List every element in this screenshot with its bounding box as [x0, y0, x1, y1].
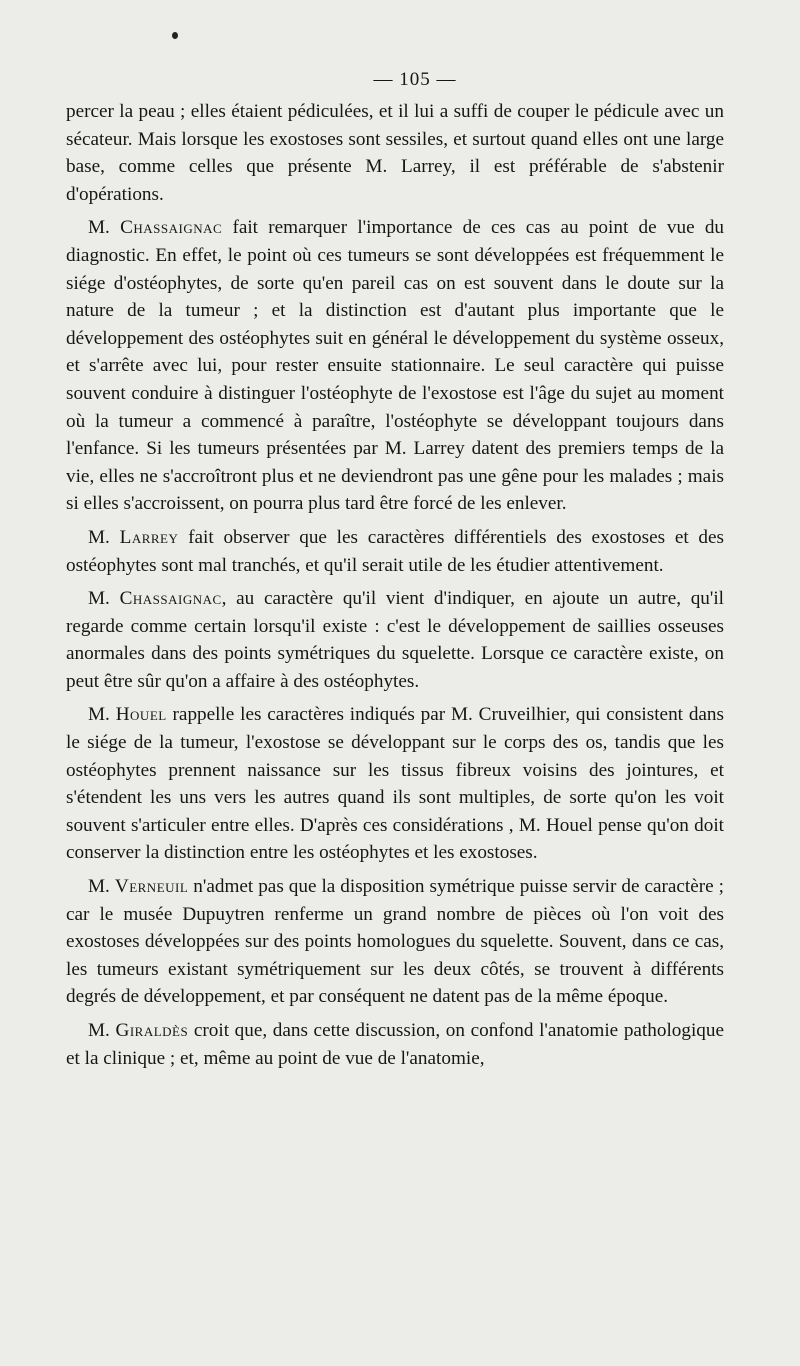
speaker-name: Larrey — [119, 526, 179, 548]
paragraph-text: percer la peau ; elles étaient pédiculées, et il lui a suffi de couper le pédicule avec un sécateur. Mais lorsque les exostoses sont sessiles, et surtout quand elles ont une large base, comme celles que présente M. Larrey, il est préférable de s'abstenir d'opérations. — [66, 101, 724, 205]
paragraph-chassaignac-2 — [66, 585, 724, 695]
paragraph-houel — [66, 701, 724, 867]
ink-speck — [172, 32, 178, 39]
paragraph-larrey — [66, 524, 724, 579]
speaker-prefix: M. — [88, 526, 120, 548]
page-number: — 105 — — [373, 69, 457, 90]
paragraph-text: croit que, dans cette discussion, on confond l'anatomie pathologique et la clinique ; et, même au point de vue de l'anatomie, — [66, 1020, 724, 1069]
paragraph-text: fait remarquer l'importance de ces cas au point de vue du diagnostic. En effet, le point où ces tumeurs se sont développées est fréquemment le siége d'ostéophytes, de sorte qu'en pareil cas on est souvent dans le doute sur la nature de la tumeur ; et la distinction est d'autant plus importante que le développement des ostéophytes suit en général le développement du système osseux, et s'arrête avec lui, pour rester ensuite stationnaire. Le seul caractère qui puisse souvent conduire à distinguer l'ostéophyte de l'exostose est l'âge du sujet au moment où la tumeur a commencé à paraître, l'ostéophyte se développant toujours dans l'enfance. Si les tumeurs présentées par M. Larrey datent des premiers temps de la vie, elles ne s'accroîtront plus et ne deviendront pas une gêne pour les malades ; mais si elles s'accroissent, on pourra plus tard être forcé de les enlever. — [66, 217, 725, 515]
speaker-prefix: M. — [88, 876, 115, 898]
speaker-name: Giraldès — [115, 1020, 189, 1041]
speaker-prefix: M. — [88, 217, 121, 239]
paragraph-text: n'admet pas que la disposition symétrique puisse servir de caractère ; car le musée Dupuytren renferme un grand nombre de pièces où l'on voit des exostoses développées sur des points homologues du squelette. Souvent, dans ce cas, les tumeurs existant symétriquement sur les deux côtés, se trouvent à différents degrés de développement, et par conséquent ne datent pas de la même époque. — [66, 876, 724, 1008]
paragraph-text: , au caractère qu'il vient d'indiquer, en ajoute un autre, qu'il regarde comme certain lorsqu'il existe : c'est le développement de saillies osseuses anormales dans des points symétriques du squelette. Lorsque ce caractère existe, on peut être sûr qu'on a affaire à des ostéophytes. — [66, 588, 724, 692]
speaker-name: Chassaignac — [119, 588, 222, 610]
paragraph-text: rappelle les caractères indiqués par M. Cruveilhier, qui consistent dans le siége de la tumeur, l'exostose se développant sur le corps des os, tandis que les ostéophytes prennent naissance sur les tissus fibreux voisins des jointures, et s'étendent les uns vers les autres quand ils sont multiples, de sorte qu'on les voit souvent s'articuler entre elles. D'après ces considérations , M. Houel pense qu'on doit conserver la distinction entre les ostéophytes et les exostoses. — [66, 704, 724, 864]
paragraph-giraldes — [66, 1017, 724, 1072]
paragraph-text: fait observer que les caractères différentiels des exostoses et des ostéophytes sont mal tranchés, et qu'il serait utile de les étudier attentivement. — [66, 526, 725, 576]
speaker-prefix: M. — [88, 588, 120, 610]
speaker-prefix: M. — [88, 1020, 116, 1041]
speaker-name: Houel — [115, 704, 167, 726]
speaker-name: Chassaignac — [120, 217, 223, 239]
speaker-name: Verneuil — [114, 876, 189, 898]
paragraph-verneuil — [66, 873, 724, 1011]
paragraph-chassaignac-1 — [66, 214, 724, 518]
speaker-prefix: M. — [88, 704, 116, 726]
paragraph-continuation — [66, 98, 724, 208]
